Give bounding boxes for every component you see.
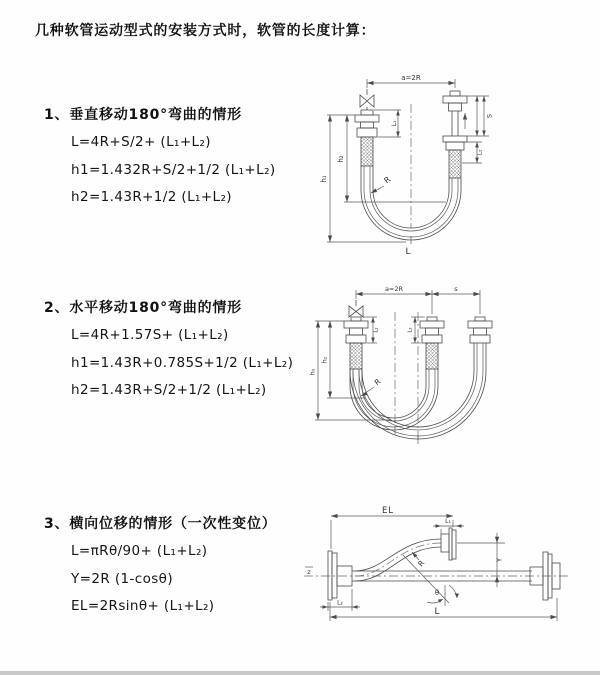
section-horizontal-movement [44, 297, 293, 405]
displaced-flange-fitting [441, 528, 456, 560]
diagram-vertical-bend [308, 66, 578, 261]
dim-label-r: R [382, 174, 393, 186]
dim-l2 [462, 142, 484, 163]
formula-line: L=4R+1.57S+ (L₁+L₂) [71, 327, 229, 343]
dim-label-l: L [405, 247, 411, 257]
left-flange-fitting [328, 551, 352, 600]
hose-u-bend-position-1 [350, 369, 438, 434]
diagram-horizontal-bend [303, 276, 588, 451]
angle-theta [403, 555, 459, 606]
section-3-heading: 3、横向位移的情形（一次性变位） [44, 516, 277, 532]
formula-line: h1=1.432R+S/2+1/2 (L₁+L₂) [71, 161, 276, 178]
page-bottom-edge [0, 671, 600, 675]
hose-s-curve [355, 539, 441, 581]
dim-label-l2: L₂ [337, 599, 343, 607]
formula-line: L=πRθ/90+ (L₁+L₂) [71, 543, 208, 559]
dim-label-s: S [485, 113, 494, 119]
section-2-formulas [71, 322, 293, 405]
dim-label-z: z [307, 568, 311, 576]
dim-label-l2: L₂ [476, 149, 484, 156]
dim-a-2r [356, 285, 480, 314]
dim-label-h2: h₂ [337, 155, 345, 163]
section-1-formulas [71, 129, 276, 212]
dim-l2 [320, 589, 360, 611]
formula-line: h2=1.43R+1/2 (L₁+L₂) [71, 189, 232, 205]
diagram-lateral-displacement [300, 503, 595, 643]
dim-label-a2r: a=2R [384, 285, 404, 293]
dim-label-el: EL [381, 506, 395, 516]
dim-h1 [320, 115, 406, 242]
page-title: 几种软管运动型式的安装方式时，软管的长度计算： [35, 23, 376, 39]
section-lateral-displacement [44, 513, 277, 621]
dim-a-2r [367, 74, 455, 88]
dim-label-l: L [434, 607, 440, 617]
formula-line: L=4R+S/2+ (L₁+L₂) [71, 134, 211, 150]
section-3-formulas [71, 538, 277, 621]
dim-label-r: R [415, 558, 427, 569]
valve-icon [360, 89, 374, 110]
dim-s [463, 96, 494, 136]
dim-label-l1: L₁ [373, 327, 380, 333]
braided-hose-section [361, 137, 373, 166]
section-vertical-movement [44, 104, 276, 212]
formula-line: Y=2R (1-cosθ) [71, 570, 173, 587]
section-2-heading: 2、水平移动180°弯曲的情形 [44, 300, 242, 316]
section-1-heading: 1、垂直移动180°弯曲的情形 [44, 107, 242, 123]
left-pipe-fitting [344, 317, 368, 369]
dim-l1 [433, 518, 464, 534]
dim-label-s: s [454, 285, 458, 293]
dim-label-l1: L₁ [391, 120, 398, 127]
dim-label-r: R [372, 376, 383, 388]
dim-el [331, 506, 453, 549]
dim-label-l1: L₁ [445, 518, 451, 525]
formula-line: EL=2Rsinθ+ (L₁+L₂) [71, 598, 215, 614]
dim-label-h2: h₂ [320, 356, 329, 364]
dim-l1 [374, 110, 401, 137]
right-pipe-fitting [443, 91, 467, 178]
radius-leader [371, 175, 393, 193]
braided-hose-section [350, 343, 362, 369]
dim-l [330, 598, 557, 621]
left-pipe-fitting [355, 110, 379, 166]
braided-hose-section [426, 343, 438, 369]
centerline-mark [305, 567, 313, 576]
dim-label-a2r: a=2R [401, 74, 421, 82]
dim-label-theta: θ [434, 589, 440, 597]
dim-y [457, 533, 505, 587]
middle-pipe-fitting [420, 317, 444, 369]
radius-leader [412, 552, 426, 568]
dim-h2 [337, 115, 446, 202]
valve-icon [349, 300, 363, 317]
dim-label-l2: L₂ [407, 327, 414, 333]
braided-hose-section [449, 150, 461, 178]
dim-label-h1: h₁ [308, 368, 317, 376]
formula-line: h1=1.43R+0.785S+1/2 (L₁+L₂) [71, 354, 294, 371]
dim-label-y: Y [495, 557, 504, 563]
dim-label-h1: h₁ [320, 175, 328, 183]
formula-line: h2=1.43R+S/2+1/2 (L₁+L₂) [71, 382, 267, 398]
right-pipe-fitting [468, 317, 492, 343]
